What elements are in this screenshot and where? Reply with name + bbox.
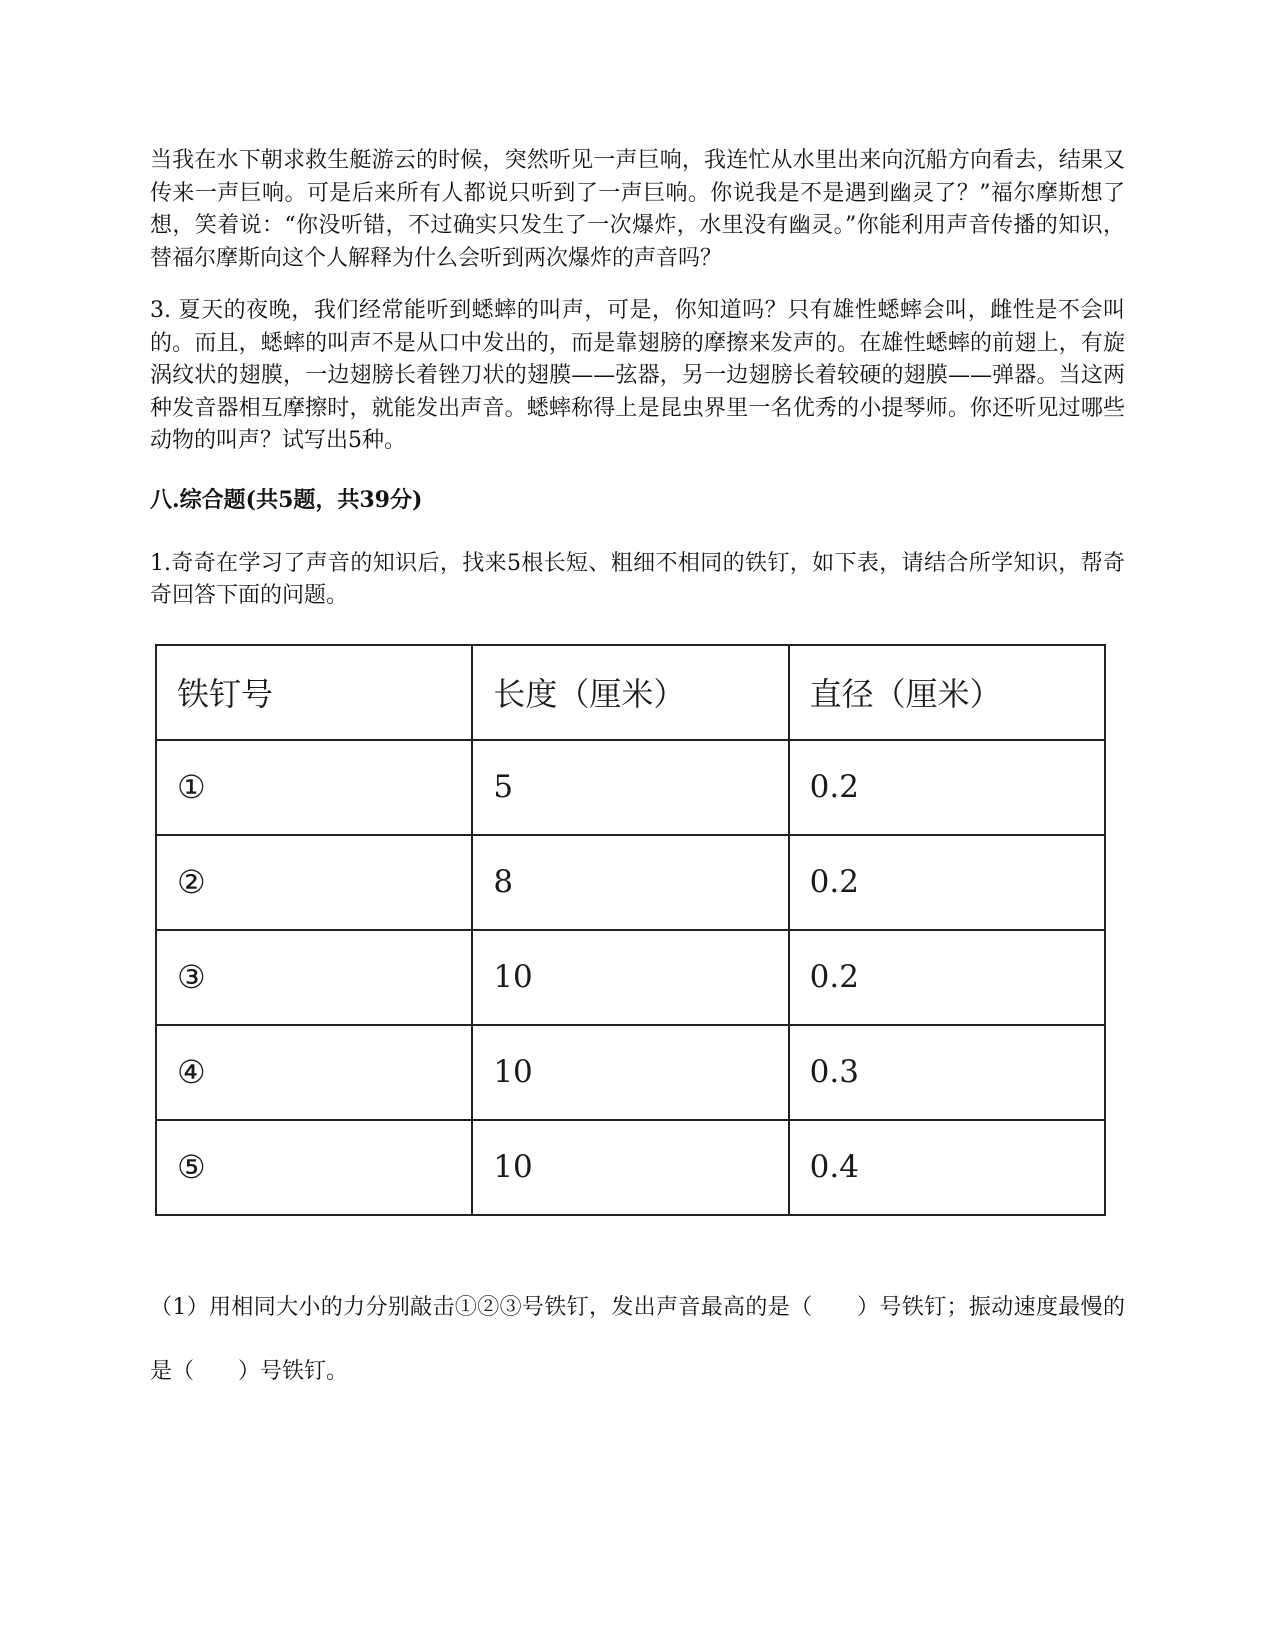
nail-number-cell: ② [156,835,472,930]
nail-number-cell: ④ [156,1025,472,1120]
length-cell: 10 [472,1025,788,1120]
diameter-cell: 0.2 [789,835,1105,930]
column-header: 直径（厘米） [789,645,1105,740]
nail-table [155,644,1106,1216]
sub-question-1: （1）用相同大小的力分别敲击①②③号铁钉，发出声音最高的是（ ）号铁钉；振动速度最慢的是（ ）号铁钉。 [150,1294,1125,1384]
nail-number-cell: ③ [156,930,472,1025]
table-row [156,740,1105,835]
length-cell: 10 [472,1120,788,1215]
table-row [156,930,1105,1025]
question-1-intro: 1.奇奇在学习了声音的知识后，找来5根长短、粗细不相同的铁钉，如下表，请结合所学知识，帮奇奇回答下面的问题。 [150,550,1125,608]
nail-number-cell: ① [156,740,472,835]
diameter-cell: 0.3 [789,1025,1105,1120]
table-row [156,1025,1105,1120]
diameter-cell: 0.4 [789,1120,1105,1215]
document-page [150,145,1125,1404]
column-header: 铁钉号 [156,645,472,740]
table-row [156,835,1105,930]
table-row [156,1120,1105,1215]
column-header: 长度（厘米） [472,645,788,740]
question-3-paragraph: 3. 夏天的夜晚，我们经常能听到蟋蟀的叫声，可是，你知道吗？只有雄性蟋蟀会叫，雌性是不会叫的。而且，蟋蟀的叫声不是从口中发出的，而是靠翅膀的摩擦来发声的。在雄性蟋蟀的前翅上，有旋涡纹状的翅膜，一边翅膀长着锉刀状的翅膜——弦器，另一边翅膀长着较硬的翅膜——弹器。当这两种发音器相互摩擦时，就能发出声音。蟋蟀称得上是昆虫界里一名优秀的小提琴师。你还听见过哪些动物的叫声？试写出5种。 [150,298,1125,453]
section-heading: 八.综合题(共5题，共39分) [150,486,423,513]
length-cell: 8 [472,835,788,930]
story-paragraph: 当我在水下朝求救生艇游云的时候，突然听见一声巨响，我连忙从水里出来向沉船方向看去，结果又传来一声巨响。可是后来所有人都说只听到了一声巨响。你说我是不是遇到幽灵了？”福尔摩斯想了想，笑着说：“你没听错，不过确实只发生了一次爆炸，水里没有幽灵。”你能利用声音传播的知识，替福尔摩斯向这个人解释为什么会听到两次爆炸的声音吗？ [150,148,1125,271]
table-header-row [156,645,1105,740]
diameter-cell: 0.2 [789,930,1105,1025]
length-cell: 5 [472,740,788,835]
length-cell: 10 [472,930,788,1025]
diameter-cell: 0.2 [789,740,1105,835]
nail-number-cell: ⑤ [156,1120,472,1215]
